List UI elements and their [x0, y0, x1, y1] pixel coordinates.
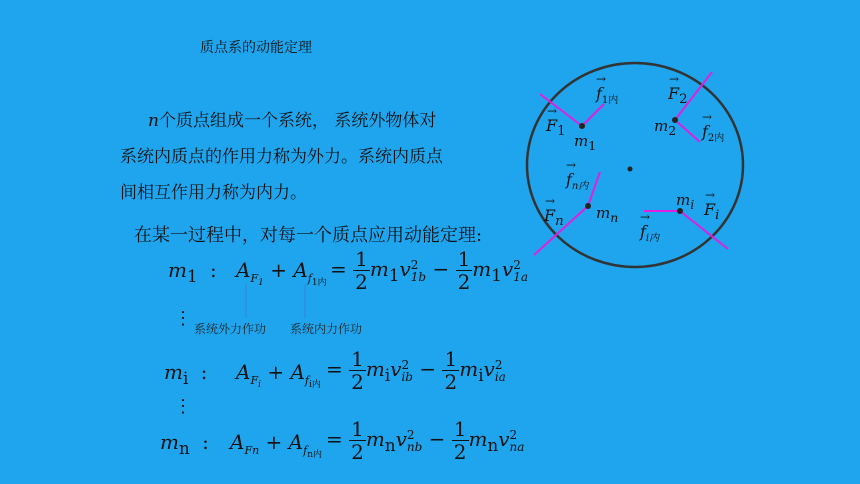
intro-sentence: 在某一过程中，对每一个质点应用动能定理:: [134, 225, 483, 246]
label-f2-internal: → $f_{2内}$: [702, 110, 725, 145]
label-fi-internal: → $f_{i内}$: [640, 210, 660, 245]
slide-title: 质点系的动能定理: [200, 40, 312, 56]
eq1-colon: :: [209, 258, 217, 282]
equation-row-2: $m_i$ :: [164, 360, 208, 388]
label-fn-internal: → $f_{n内}$: [566, 158, 589, 193]
external-work-note: 系统外力作功: [194, 322, 267, 336]
label-mi: $m_i$: [676, 191, 695, 212]
equation-row-3: $m_n$ :: [160, 430, 209, 458]
eq2-rhs: = $\frac{1}{2}$ $m_iv$ 2 ib − $\frac{1}{2}$ $m_iv$ 2 ia: [326, 347, 506, 394]
force-f1-internal-line: [582, 104, 604, 126]
line1-text: 个质点组成一个系统， 系统外物体对: [158, 111, 437, 131]
eq1-mass: $m_1$: [168, 258, 198, 286]
eq3-rhs: = $\frac{1}{2}$ $m_nv$ 2 nb − $\frac{1}{2}$ $m_nv$ 2 na: [326, 417, 525, 464]
label-Fi: → $F_i$: [704, 188, 720, 224]
label-F1: → $F_1$: [546, 104, 566, 140]
internal-work-note: 系统内力作功: [290, 322, 363, 336]
label-f1-internal: → $f_{1内}$: [596, 72, 619, 107]
vdots-2: ⋮: [174, 396, 192, 417]
center-dot: [628, 167, 633, 172]
particle-mn-dot: [585, 203, 591, 209]
particle-m1-dot: [579, 123, 585, 129]
label-Fn: → $F_n$: [544, 194, 564, 230]
force-fn-internal-line: [588, 172, 600, 206]
eq1-rhs: = $\frac{1}{2}$ $m_1v$ 2 1b − $\frac{1}{2}$ $m_1v$ 2 1a: [330, 247, 528, 294]
label-m1: $m_1$: [574, 132, 597, 153]
force-f2-internal-line: [675, 120, 700, 142]
paragraph-line-2: 系统内质点的作用力称为外力。系统内质点: [120, 147, 443, 167]
eq3-lhs: $A_{Fn} + A_{f_{n内}}$: [230, 430, 322, 461]
label-m2: $m_2$: [654, 117, 677, 138]
n-variable: n: [148, 111, 159, 131]
vdots-1: ⋮: [174, 308, 192, 329]
label-F2: → $F_2$: [668, 72, 688, 108]
paragraph-line-3: 间相互作用力称为内力。: [120, 183, 307, 203]
eq1-lhs: $A_{F_1} + A_{f_{1内}}$: [236, 258, 327, 289]
label-mn: $m_n$: [596, 204, 619, 225]
eq2-lhs: $A_{F_i} + A_{f_{i内}}$: [236, 360, 321, 391]
